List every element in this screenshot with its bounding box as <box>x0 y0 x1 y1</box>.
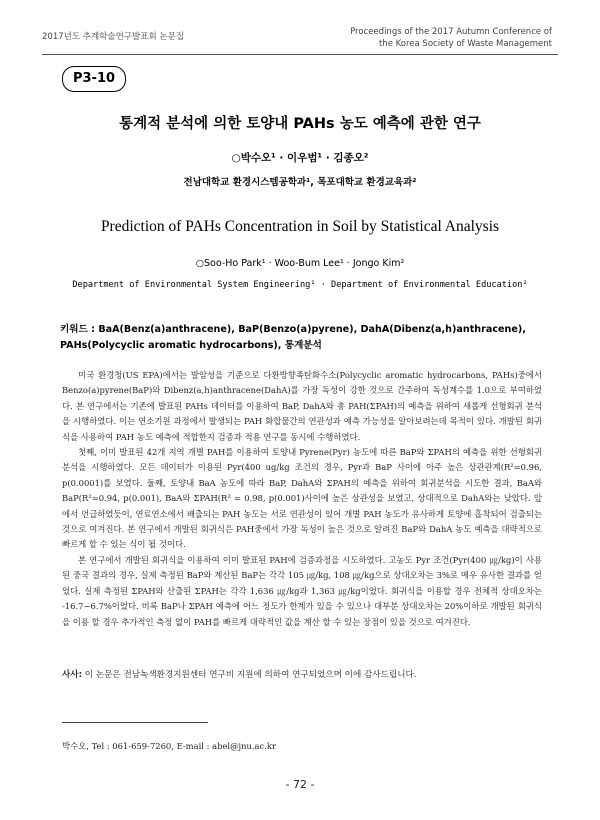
english-authors: ○Soo-Ho Park¹ · Woo-Bum Lee¹ · Jongo Kim² <box>195 258 405 269</box>
header-divider <box>42 54 558 55</box>
body-paragraph-1: 미국 환경청(US EPA)에서는 발암성을 기준으로 다환방향족탄화수소(Polycyclic aromatic hydrocarbons, PAHs)중에서 Benzo(a)pyrene(BaP)와 Dibenz(a,h)anthracene(DahA)를 가장 독성이 강한 것으로 간주하여 독성계수를 1.0으로 부여하였다. 본 연구에서는 기존에 발표된 PAHs 데이터를 이용하여 BaP, DahA와 총 PAH(ΣPAH)의 예측을 위하여 새롭게 선형회귀 분석을 시행하였다. 이는 연소기원 과정에서 발생되는 PAH 화합물간의 연관성과 예측 가능성을 알아보려는데 목적이 있다. 개발된 회귀식을 사용하여 PAH 농도 예측에 적합한지 검증과 적용 연구를 동시에 수행하였다. <box>62 370 542 442</box>
running-header-left: 2017년도 추계학술연구발표회 논문집 <box>42 32 184 42</box>
korean-title: 통계적 분석에 의한 토양내 PAHs 농도 예측에 관한 연구 <box>119 116 481 132</box>
running-header-right-line2: the Korea Society of Waste Management <box>378 39 552 49</box>
keywords-block <box>60 322 544 354</box>
acknowledgement <box>62 668 542 680</box>
english-affiliations: Department of Environmental System Engineering¹ · Department of Environmental Education² <box>72 280 528 290</box>
paper-id-badge: P3-10 <box>62 66 126 92</box>
running-header-right-line1: Proceedings of the 2017 Autumn Conference of <box>350 27 552 37</box>
page-number: - 72 - <box>285 778 315 791</box>
korean-affiliations: 전남대학교 환경시스템공학과¹, 목포대학교 환경교육과² <box>183 177 417 188</box>
keywords-text: BaA(Benz(a)anthracene), BaP(Benzo(a)pyrene), DahA(Dibenz(a,h)anthracene), PAHs(Polycyclic aromatic hydrocarbons), 통계분석 <box>60 324 526 351</box>
footnote-divider <box>62 722 208 723</box>
keywords-label: 키워드 : <box>60 324 95 335</box>
acknowledgement-text: 이 논문은 전남녹색환경지원센터 연구비 지원에 의하여 연구되었으며 이에 감사드립니다. <box>84 670 417 680</box>
body-paragraph-3: 본 연구에서 개발된 회귀식을 이용하여 이미 발표된 PAH에 검증과정을 시도하였다. 고농도 Pyr 조건(Pyr(400 ㎍/kg)이 사용된 중국 결과의 경우, 실제 측정된 BaP와 계산된 BaP는 각각 105 ㎍/kg, 108 ㎍/kg으로 상대오차는 3%로 매우 유사한 결과를 얻었다. 실제 측정된 ΣPAH와 산출된 ΣPAH는 각각 1,636 ㎍/kg과 1,363 ㎍/kg이었다. 회귀식을 이용할 경우 전체적 상대오차는 -16.7~6.7%이었다. 비록 BaP나 ΣPAH 예측에 어느 정도가 한계가 있을 수 있으나 대부분 상대오차는 20%이하로 개발된 회귀식을 이용 할 경우 추가적인 측정 없이 PAH를 빠르게 대략적인 값을 계산 할 수 있는 장점이 있을 것으로 여겨진다. <box>62 554 542 627</box>
acknowledgement-label: 사사: <box>62 670 83 680</box>
english-title: Prediction of PAHs Concentration in Soil by Statistical Analysis <box>100 218 500 235</box>
running-header-right <box>292 26 552 50</box>
abstract-body <box>62 368 542 630</box>
korean-authors: ○박수오¹ · 이우범¹ · 김종오² <box>231 152 369 164</box>
body-paragraph-2: 첫째, 이미 발표된 42개 지역 개별 PAH를 이용하여 토양내 Pyrene(Pyr) 농도에 따른 BaP와 ΣPAH의 예측을 위한 선형회귀분석을 시행하였다. 모든 데이터가 이용된 Pyr(400 ug/kg 조건의 경우, Pyr과 BaP 사이에 아주 높은 상관관계(R²=0.96, p(0.0001)를 보였다. 둘째, 토양내 BaA 농도에 따라 BaP, DahA와 ΣPAH의 예측을 위하여 회귀분석을 시도한 결과, BaA와 BaP(R²=0.94, p(0.001), BaA와 ΣPAH(R² = 0.98, p(0.001)사이에 높은 상관성을 보였고, 상대적으로 DahA와는 낮았다. 앞에서 언급하였듯이, 연료연소에서 배출되는 PAH 농도는 서로 연관성이 있어 개별 PAH 농도가 유사하게 토양에 흡착되어 검출되는 것으로 여겨진다. 본 연구에서 개발된 회귀식은 PAH중에서 가장 독성이 높은 것으로 알려진 BaP와 DahA 농도 예측을 대략적으로 빠르게 할 수 있는 식이 될 것이다. <box>62 447 542 550</box>
footnote-contact: 박수오, Tel : 061-659-7260, E-mail : abel@jnu.ac.kr <box>62 741 276 751</box>
